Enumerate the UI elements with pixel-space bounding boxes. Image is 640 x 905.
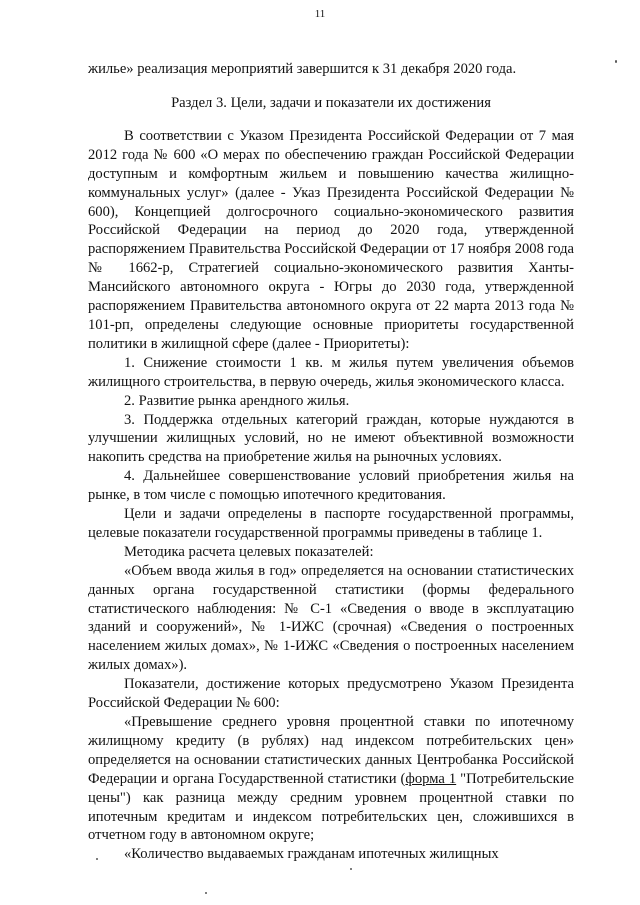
paragraph-interest-rate (88, 713, 574, 845)
priority-item: 3. Поддержка отдельных категорий граждан, которые нуждаются в улучшении жилищных условий, но не имеют объективной возможности накопить средства на приобретение жилья на рыночных условиях. (88, 411, 574, 466)
paragraph-method-title: Методика расчета целевых показателей: (124, 543, 374, 560)
priority-item: 2. Развитие рынка арендного жилья. (124, 392, 350, 409)
paragraph-indicators: Показатели, достижение которых предусмотрено Указом Президента Российской Федерации № 600: (88, 676, 574, 712)
paragraph-loan-count: «Количество выдаваемых гражданам ипотечных жилищных (124, 846, 499, 863)
interest-rate-text-start: «Превышение среднего уровня процентной ставки по ипотечному жилищному кредиту (в рублях) над индексом потребительских цен» определяется на основании статистических данных Центробанка Российской Федерации и органа Государственной статистики ( (88, 714, 574, 787)
paragraph-housing-volume: «Объем ввода жилья в год» определяется на основании статистических данных органа государственной статистики (формы федерального статистического наблюдения: № С-1 «Сведения о вводе в эксплуатацию зданий и сооружений», № 1-ИЖС (срочная) «Сведения о построенных населением жилых домах», № 1-ИЖС «Сведения о построенных населением жилых домах»). (88, 562, 574, 674)
scan-speck (615, 60, 617, 63)
section-title: Раздел 3. Цели, задачи и показатели их достижения (171, 94, 491, 111)
scan-speck (350, 868, 352, 870)
page-number: 11 (314, 8, 326, 20)
scan-speck (96, 858, 98, 860)
priority-item: 1. Снижение стоимости 1 кв. м жилья путем увеличения объемов жилищного строительства, в первую очередь, жилья экономического класса. (88, 354, 574, 390)
interest-rate-text-end: "Потребительские цены") как разница между средним уровнем процентной ставки по ипотечным кредитам и индексом потребительских цен, сложившихся в отчетном году в автономном округе; (88, 770, 574, 844)
paragraph-intro: В соответствии с Указом Президента Российской Федерации от 7 мая 2012 года № 600 «О мерах по обеспечению граждан Российской Федерации доступным и комфортным жильем и повышению качества жилищно-коммунальных услуг» (далее - Указ Президента Российской Федерации № 600), Концепцией долгосрочного социально-экономического развития Российской Федерации на период до 2020 года, утвержденной распоряжением Правительства Российской Федерации от 17 ноября 2008 года № 1662-р, Стратегией социально-экономического развития Ханты-Мансийского автономного округа - Югры до 2030 года, утвержденной распоряжением Правительства автономного округа от 22 марта 2013 года № 101-рп, определены следующие основные приоритеты государственной политики в жилищной сфере (далее - Приоритеты): (88, 127, 574, 352)
document-body (88, 60, 574, 864)
scan-speck (205, 892, 207, 894)
form-reference-link: форма 1 (405, 770, 457, 787)
paragraph-continuation: жилье» реализация мероприятий завершится к 31 декабря 2020 года. (88, 61, 517, 77)
priority-item: 4. Дальнейшее совершенствование условий приобретения жилья на рынке, в том числе с помощью ипотечного кредитования. (88, 468, 574, 504)
paragraph-goals: Цели и задачи определены в паспорте государственной программы, целевые показатели государственной программы приведены в таблице 1. (88, 506, 574, 541)
